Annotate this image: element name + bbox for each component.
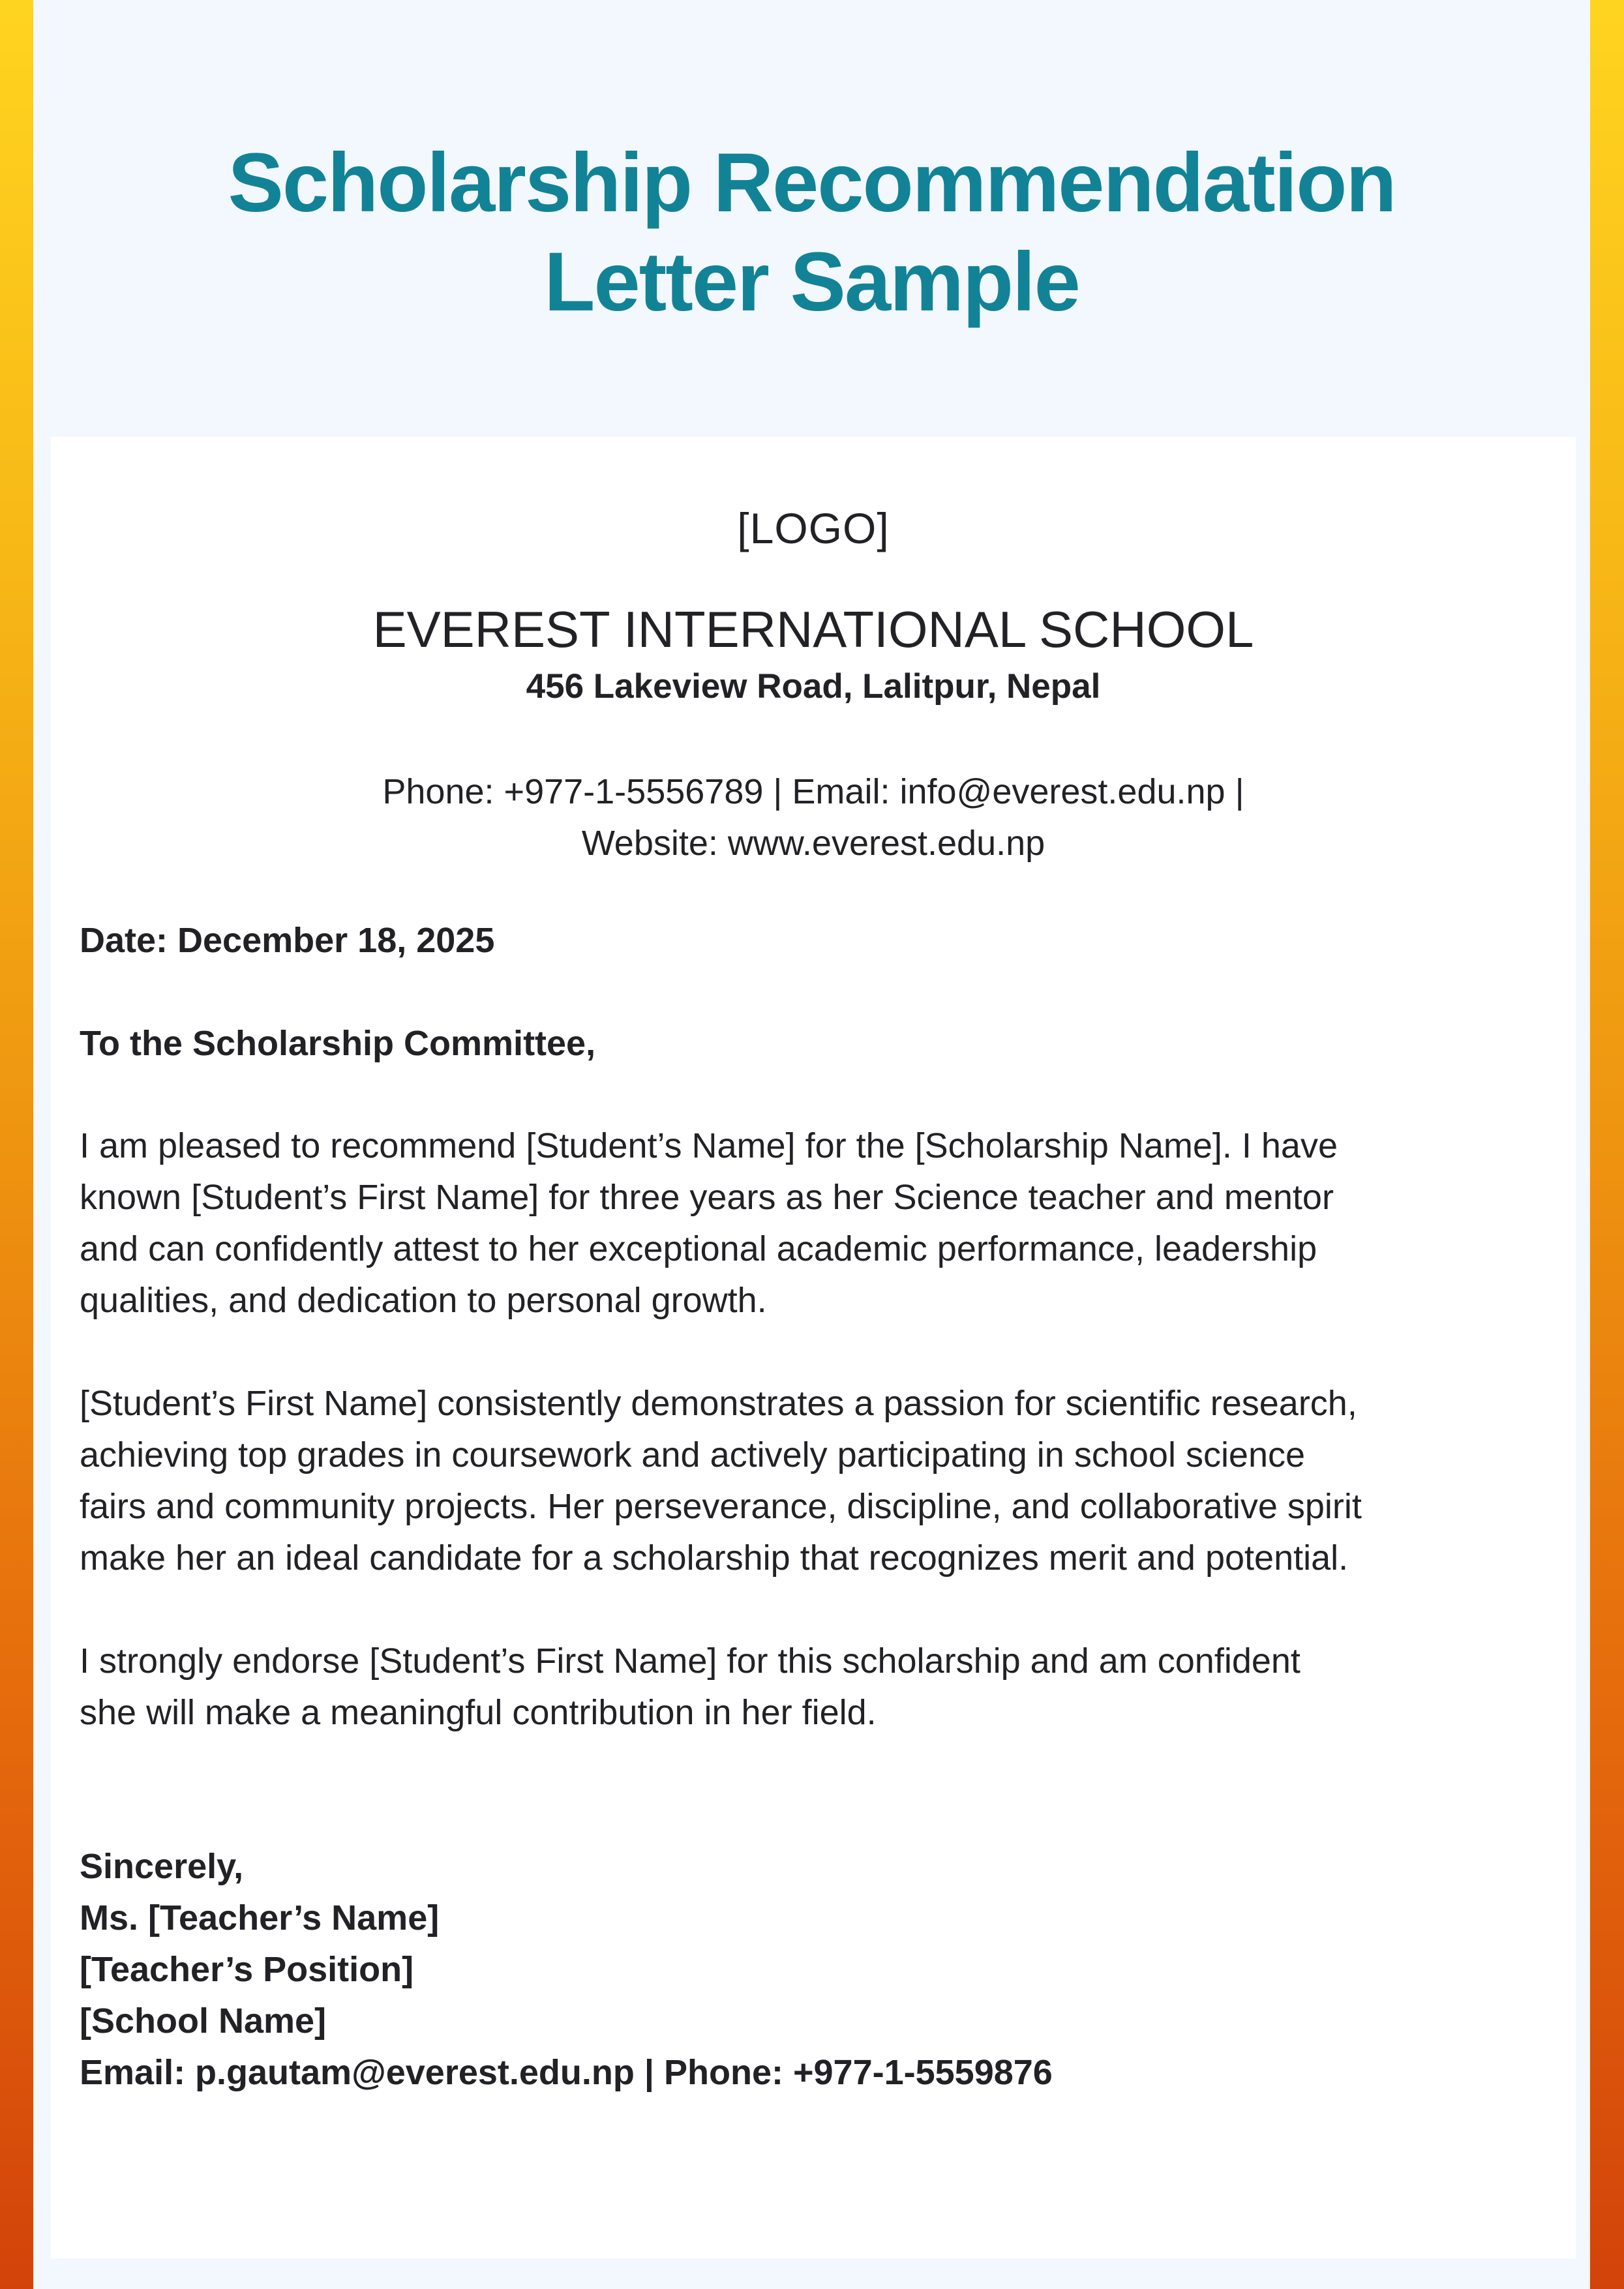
school-contact [51,766,1576,869]
page-header [33,0,1590,437]
letter-salutation: To the Scholarship Committee, [80,1024,596,1063]
paragraph-line: achieving top grades in coursework and actively participating in school science [80,1435,1306,1474]
signature-name: Ms. [Teacher’s Name] [80,1898,440,1937]
page-title [33,134,1590,332]
paragraph-line: qualities, and dedication to personal growth. [80,1281,767,1320]
paragraph-line: I am pleased to recommend [Student’s Name] for the [Scholarship Name]. I have [80,1126,1338,1165]
paragraph-line: known [Student’s First Name] for three years as her Science teacher and mentor [80,1178,1334,1217]
signature-closing: Sincerely, [80,1847,244,1886]
page-title-line: Letter Sample [544,235,1079,329]
school-contact-line: Website: www.everest.edu.np [581,824,1045,863]
signature-block [80,1841,1543,2099]
school-name: EVEREST INTERNATIONAL SCHOOL [372,601,1254,658]
paragraph-line: and can confidently attest to her exceptional academic performance, leadership [80,1229,1317,1268]
right-gradient-border [1590,0,1624,2289]
paragraph-line: [Student’s First Name] consistently demonstrates a passion for scientific research, [80,1384,1357,1423]
letter-paragraph [80,1378,1543,1584]
paragraph-line: make her an ideal candidate for a scholarship that recognizes merit and potential. [80,1538,1349,1578]
paragraph-line: I strongly endorse [Student’s First Name] for this scholarship and am confident [80,1641,1301,1681]
paragraph-line: she will make a meaningful contribution in her field. [80,1693,877,1732]
letter-card [51,437,1576,2258]
letter-paragraph [80,1120,1543,1326]
logo-placeholder: [LOGO] [737,504,890,552]
signature-contact: Email: p.gautam@everest.edu.np | Phone: +977-1-5559876 [80,2053,1053,2092]
school-address: 456 Lakeview Road, Lalitpur, Nepal [526,667,1101,706]
letter-date: Date: December 18, 2025 [80,921,495,960]
letter-paragraph [80,1636,1543,1739]
signature-position: [Teacher’s Position] [80,1950,414,1989]
school-contact-line: Phone: +977-1-5556789 | Email: info@everest.edu.np | [382,772,1244,811]
left-gradient-border [0,0,33,2289]
signature-school: [School Name] [80,2001,327,2041]
paragraph-line: fairs and community projects. Her perseverance, discipline, and collaborative spirit [80,1487,1362,1526]
page-title-line: Scholarship Recommendation [228,136,1396,230]
